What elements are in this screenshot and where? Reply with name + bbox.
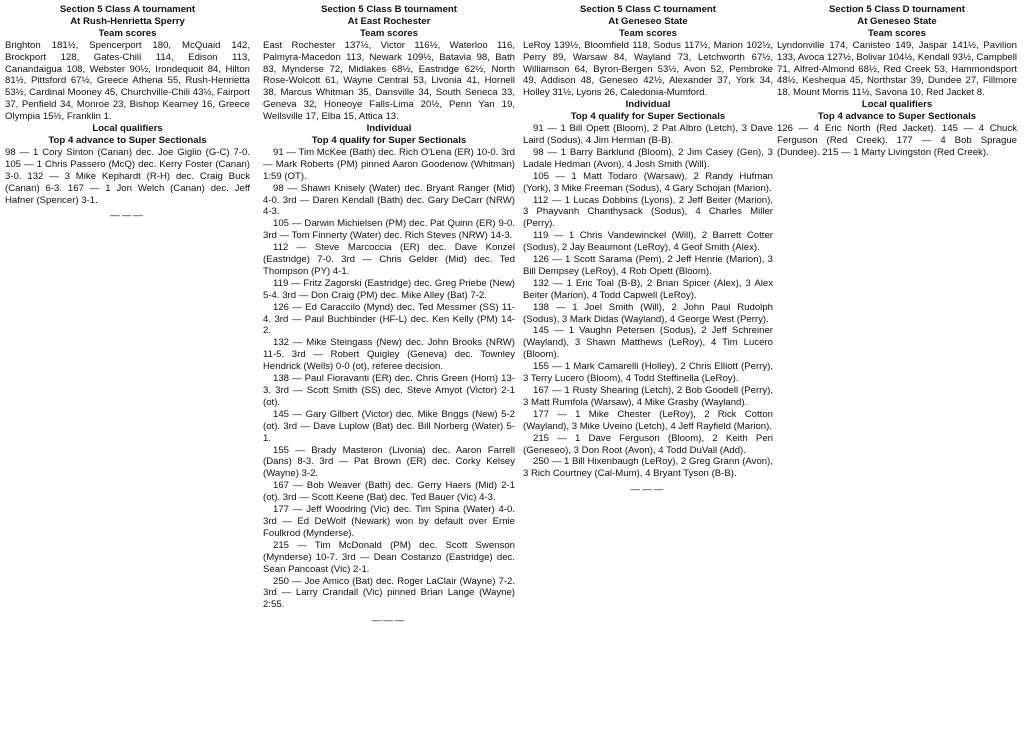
class-a-separator: ——— — [110, 210, 145, 222]
class-d-team-scores: Lyndonville 174, Canisteo 149, Jaspar 141½, Pavilion 133, Avoca 127½, Bolivar 104½, Kendall 93½, Campbell 71, Alfred-Almond 68½, Red Creek 53, Hammondsport 48½, Keshequa 45, Northstar 39, Dundee 27, Fillmore 18, Mount Morris 11½, Savona 10, Red Jacket 8. — [777, 39, 1017, 99]
class-d-column — [777, 4, 1017, 159]
class-c-title: Section 5 Class C tournament — [580, 4, 716, 15]
class-a-column — [5, 4, 250, 222]
class-b-separator: ——— — [371, 615, 407, 627]
class-c-entry: 250 — 1 Bill Hixenbaugh (LeRoy), 2 Greg Grann (Avon), 3 Rich Courtney (Cal-Mum), 4 Bryant Tyson (B-B). — [523, 456, 773, 480]
class-b-individual-heading: Individual — [366, 123, 412, 135]
class-c-entry: 132 — 1 Eric Toal (B-B), 2 Brian Spicer (Alex), 3 Alex Beiter (Marion), 4 Todd Capwell (LeRoy). — [523, 277, 773, 301]
class-d-entry: 126 — 4 Eric North (Red Jacket). 145 — 4 Chuck Ferguson (Red Creek). 177 — 4 Bob Sprague (Dundee). 215 — 1 Marty Livingston (Red Creek). — [777, 123, 1017, 158]
class-b-entry: 215 — Tim McDonald (PM) dec. Scott Swenson (Mynderse) 10-7. 3rd — Dean Costanzo (Eastridge) dec. Sean Pancoast (Vic) 2-1. — [263, 539, 515, 575]
class-c-column — [523, 4, 773, 496]
class-d-advance-heading: Top 4 advance to Super Sectionals — [817, 111, 977, 123]
class-d-title: Section 5 Class D tournament — [829, 4, 965, 15]
class-a-entry: 98 — 1 Cory Sinton (Canan) dec. Joe Giglio (G-C) 7-0. 105 — 1 Chris Passero (McQ) dec. Kerry Foster (Canan) 3-0. 132 — 3 Mike Kephardt (R-H) dec. Craig Buck (Canan) 6-3. 167 — 1 Jon Welch (Canan) dec. Jeff Hafner (Spencer) 3-1. — [5, 146, 250, 206]
class-c-entry: 138 — 1 Joel Smith (Will), 2 John Paul Rudolph (Sodus), 3 Mark Didas (Wayland), 4 George West (Perry). — [523, 301, 773, 325]
class-b-entry: 132 — Mike Steingass (New) dec. John Brooks (NRW) 11-5. 3rd — Robert Quigley (Geneva) dec. Townley Hendrick (Wells) 0-0 (ot), referee decision. — [263, 337, 515, 373]
class-a-team-scores: Brighton 181½, Spencerport 180, McQuaid 142, Brockport 128, Gates-Chili 114, Edison 113, Canandaigua 108, Webster 90½, Irondequoit 84, Hilton 81½, Pittsford 67½, Greece Athena 55, Rush-Henrietta 53½, Cardinal Mooney 45, Churchville-Chili 43½, Fairport 37, Penfield 34, Monroe 23, Bishop Kearney 16, Greece Olympia 15½, Franklin 1. — [5, 39, 250, 123]
class-c-entry: 91 — 1 Bill Opett (Bloom), 2 Pat Albro (Letch), 3 Dave Laird (Sodus), 4 Jim Herman (B-B). — [523, 123, 773, 146]
class-c-separator: ——— — [630, 484, 666, 496]
class-c-entry: 145 — 1 Vaughn Petersen (Sodus), 2 Jeff Schreiner (Wayland), 3 Shawn Matthews (LeRoy), 4 Tim Lucero (Bloom). — [523, 325, 773, 361]
class-b-scores-heading: Team scores — [360, 27, 418, 39]
class-c-venue: At Geneseo State — [608, 15, 688, 27]
class-c-entry: 155 — 1 Mark Camarelli (Holley), 2 Chris Elliott (Perry), 3 Terry Lucero (Bloom), 4 Todd Steffinella (LeRoy). — [523, 361, 773, 385]
class-c-entry: 215 — 1 Dave Ferguson (Bloom), 2 Keith Peri (Geneseo), 3 Don Root (Avon), 4 Todd DuVall (Add). — [523, 432, 773, 456]
class-b-entry: 177 — Jeff Woodring (Vic) dec. Tim Spina (Water) 4-0. 3rd — Ed DeWolf (Newark) won by default over Ernie Foulkrod (Mynderse). — [263, 504, 515, 539]
class-c-qualify-heading: Top 4 qualify for Super Sectionals — [570, 111, 726, 123]
class-b-entry: 98 — Shawn Knisely (Water) dec. Bryant Ranger (Mid) 4-0. 3rd — Daren Kendall (Bath) dec. Gary DeCarr (NRW) 4-3. — [263, 182, 515, 218]
class-b-entry: 112 — Steve Marcoccia (ER) dec. Dave Konzel (Eastridge) 7-0. 3rd — Chris Gelder (Mid) dec. Ted Thompson (PY) 4-1. — [263, 242, 515, 277]
class-b-entry: 167 — Bob Weaver (Bath) dec. Gerry Haers (Mid) 2-1 (ot). 3rd — Scott Keene (Bat) dec. Ted Bauer (Vic) 4-3. — [263, 480, 515, 504]
class-b-entry: 155 — Brady Masteron (Livonia) dec. Aaron Farrell (Dans) 8-3. 3rd — Pat Brown (ER) dec. Corky Kelsey (Wayne) 3-2. — [263, 444, 515, 480]
class-b-venue: At East Rochester — [347, 15, 431, 27]
class-b-qualify-heading: Top 4 qualify for Super Sectionals — [311, 134, 467, 146]
class-a-scores-heading: Team scores — [98, 27, 157, 39]
class-c-entry: 177 — 1 Mike Chester (LeRoy), 2 Rick Cotton (Wayland), 3 Mike Uveino (Letch), 4 Jeff Rayfield (Marion). — [523, 408, 773, 432]
class-d-venue: At Geneseo State — [857, 15, 937, 27]
class-b-column — [263, 4, 515, 627]
class-d-qualifiers-heading: Local qualifiers — [861, 99, 933, 111]
class-c-entry: 98 — 1 Barry Barklund (Bloom), 2 Jim Casey (Gen), 3 Ladale Hedman (Avon), 4 Josh Smith (Will). — [523, 146, 773, 170]
class-b-team-scores: East Rochester 137½, Victor 116½, Waterloo 116, Palmyra-Macedon 113, Newark 109½, Batavia 98, Bath 83, Mynderse 72, Midlakes 68½, Eastridge 62½, North Rose-Wolcott 61, Wayne Central 53, Livonia 41, Hornell 38, Marcus Whitman 35, Dansville 34, South Seneca 33, Geneva 32, Honeoye Falls-Lima 20½, Penn Yan 19, Wellsville 17, Elba 15, Attica 13. — [263, 39, 515, 123]
class-c-entry: 119 — 1 Chris Vandewinckel (Will), 2 Barrett Cotter (Sodus), 2 Jay Beaumont (LeRoy), 4 Geof Smith (Alex). — [523, 230, 773, 254]
class-a-title: Section 5 Class A tournament — [59, 4, 196, 15]
class-c-entry: 112 — 1 Lucas Dobbins (Lyons), 2 Jeff Beiter (Marion), 3 Phayvanh Chanthysack (Sodus), 4 Charles Miller (Perry). — [523, 194, 773, 230]
class-b-title: Section 5 Class B tournament — [321, 4, 457, 15]
class-c-team-scores: LeRoy 139½, Bloomfield 118, Sodus 117½, Marion 102½, Perry 89, Warsaw 84, Wayland 73, Letchworth 67½, Williamson 64, Byron-Bergen 53½, Avon 52, Pembroke 49, Addison 48, Geneseo 42½, Alexander 37, York 34, Holley 31½, Lyons 26, Caledonia-Mumford. — [523, 39, 773, 99]
class-b-entry: 138 — Paul Fioravanti (ER) dec. Chris Green (Horn) 13-3. 3rd — Scott Smith (SS) dec. Steve Amyot (Victor) 2-1 (ot). — [263, 373, 515, 408]
class-a-qualifiers-heading: Local qualifiers — [92, 123, 163, 135]
class-d-scores-heading: Team scores — [868, 27, 926, 39]
class-c-entry: 126 — 1 Scott Sarama (Pem), 2 Jeff Henrie (Marion), 3 Bill Dempsey (LeRoy), 4 Rob Opett (Bloom). — [523, 254, 773, 277]
class-c-individual-heading: Individual — [625, 99, 671, 111]
class-b-entry: 126 — Ed Caraccilo (Mynd) dec. Ted Messmer (SS) 11-4. 3rd — Paul Buchbinder (HF-L) dec. Ken Kelly (PM) 14-2. — [263, 301, 515, 337]
class-b-entry: 91 — Tim McKee (Bath) dec. Rich O'Lena (ER) 10-0. 3rd — Mark Roberts (PM) pinned Aaron Goodenow (Whitman) 1:59 (OT). — [263, 146, 515, 182]
class-c-scores-heading: Team scores — [619, 27, 677, 39]
class-b-entry: 250 — Joe Amico (Bat) dec. Roger LaClair (Wayne) 7-2. 3rd — Larry Crandall (Vic) pinned Brian Lange (Wayne) 2:55. — [263, 575, 515, 611]
class-a-venue: At Rush-Henrietta Sperry — [70, 15, 185, 27]
class-c-entry: 167 — 1 Rusty Shearing (Letch), 2 Bob Goodell (Perry), 3 Matt Rumfola (Warsaw), 4 Mike Grasby (Wayland). — [523, 385, 773, 408]
class-b-entry: 105 — Darwin Michielsen (PM) dec. Pat Quinn (ER) 9-0. 3rd — Tom Finnerty (Water) dec. Rich Steves (NRW) 14-3. — [263, 218, 515, 242]
class-c-entry: 105 — 1 Matt Todaro (Warsaw), 2 Randy Hufman (York), 3 Mike Freeman (Sodus), 4 Gary Schojan (Marion). — [523, 170, 773, 194]
class-b-entry: 145 — Gary Gilbert (Victor) dec. Mike Briggs (New) 5-2 (ot). 3rd — Dave Luplow (Bat) dec. Bill Norberg (Water) 5-1. — [263, 408, 515, 444]
class-a-advance-heading: Top 4 advance to Super Sectionals — [48, 134, 207, 146]
class-b-entry: 119 — Fritz Zagorski (Eastridge) dec. Greg Priebe (New) 5-4. 3rd — Don Craig (PM) dec. Mike Alley (Bat) 7-2. — [263, 277, 515, 301]
